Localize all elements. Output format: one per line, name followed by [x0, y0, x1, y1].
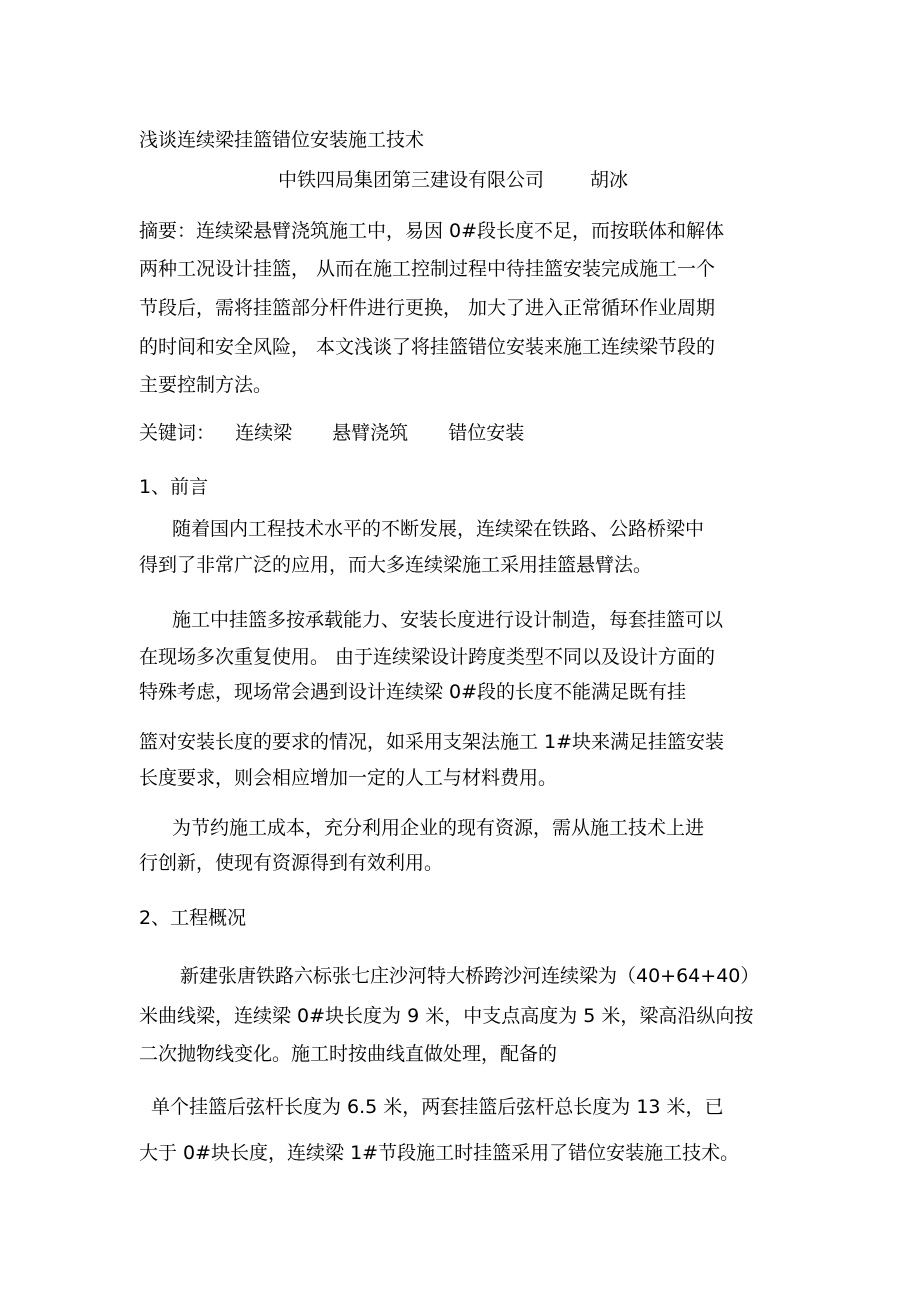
abstract-line: 摘要：连续梁悬臂浇筑施工中，易因 0#段长度不足，而按联体和解体: [139, 220, 725, 242]
document-title: 浅谈连续梁挂篮错位安装施工技术: [139, 129, 425, 151]
keyword-item: 悬臂浇筑: [332, 422, 409, 444]
byline-organization: 中铁四局集团第三建设有限公司: [278, 169, 545, 191]
paragraph-line: 特殊考虑，现场常会遇到设计连续梁 0#段的长度不能满足既有挂: [139, 681, 687, 703]
section-heading-intro: 1、前言: [139, 476, 209, 498]
paragraph-line: 在现场多次重复使用。 由于连续梁设计跨度类型不同以及设计方面的: [139, 646, 716, 668]
keywords: [139, 421, 524, 445]
paragraph-line: 长度要求，则会相应增加一定的人工与材料费用。: [139, 767, 558, 789]
abstract-line: 两种工况设计挂篮， 从而在施工控制过程中待挂篮安装完成施工一个: [139, 258, 716, 280]
keyword-item: 错位安装: [448, 422, 525, 444]
section-heading-overview: 2、工程概况: [139, 907, 247, 929]
paragraph-line: 新建张唐铁路六标张七庄沙河特大桥跨沙河连续梁为（40+64+40）: [180, 965, 760, 987]
keywords-label: 关键词：: [139, 422, 216, 444]
abstract-line: 主要控制方法。: [139, 374, 273, 396]
paragraph-line: 篮对安装长度的要求的情况，如采用支架法施工 1#块来满足挂篮安装: [139, 731, 725, 753]
paragraph-line: 米曲线梁，连续梁 0#块长度为 9 米，中支点高度为 5 米，梁高沿纵向按: [139, 1005, 754, 1027]
abstract-line: 的时间和安全风险， 本文浅谈了将挂篮错位安装来施工连续梁节段的: [139, 336, 716, 358]
paragraph-line: 行创新，使现有资源得到有效利用。: [139, 852, 444, 874]
abstract-line: 节段后，需将挂篮部分杆件进行更换， 加大了进入正常循环作业周期: [139, 297, 716, 319]
paragraph-line: 得到了非常广泛的应用，而大多连续梁施工采用挂篮悬臂法。: [139, 554, 653, 576]
keyword-item: 连续梁: [235, 422, 293, 444]
paragraph-line: 大于 0#块长度，连续梁 1#节段施工时挂篮采用了错位安装施工技术。: [139, 1142, 740, 1164]
byline: [278, 168, 628, 192]
paragraph-line: 单个挂篮后弦杆长度为 6.5 米，两套挂篮后弦杆总长度为 13 米，已: [151, 1096, 724, 1118]
paragraph-line: 二次抛物线变化。施工时按曲线直做处理，配备的: [139, 1043, 558, 1065]
paragraph-line: 随着国内工程技术水平的不断发展，连续梁在铁路、公路桥梁中: [172, 518, 705, 540]
paragraph-line: 为节约施工成本，充分利用企业的现有资源，需从施工技术上进: [172, 817, 705, 839]
byline-author: 胡冰: [590, 169, 629, 191]
paragraph-line: 施工中挂篮多按承载能力、安装长度进行设计制造，每套挂篮可以: [172, 609, 724, 631]
